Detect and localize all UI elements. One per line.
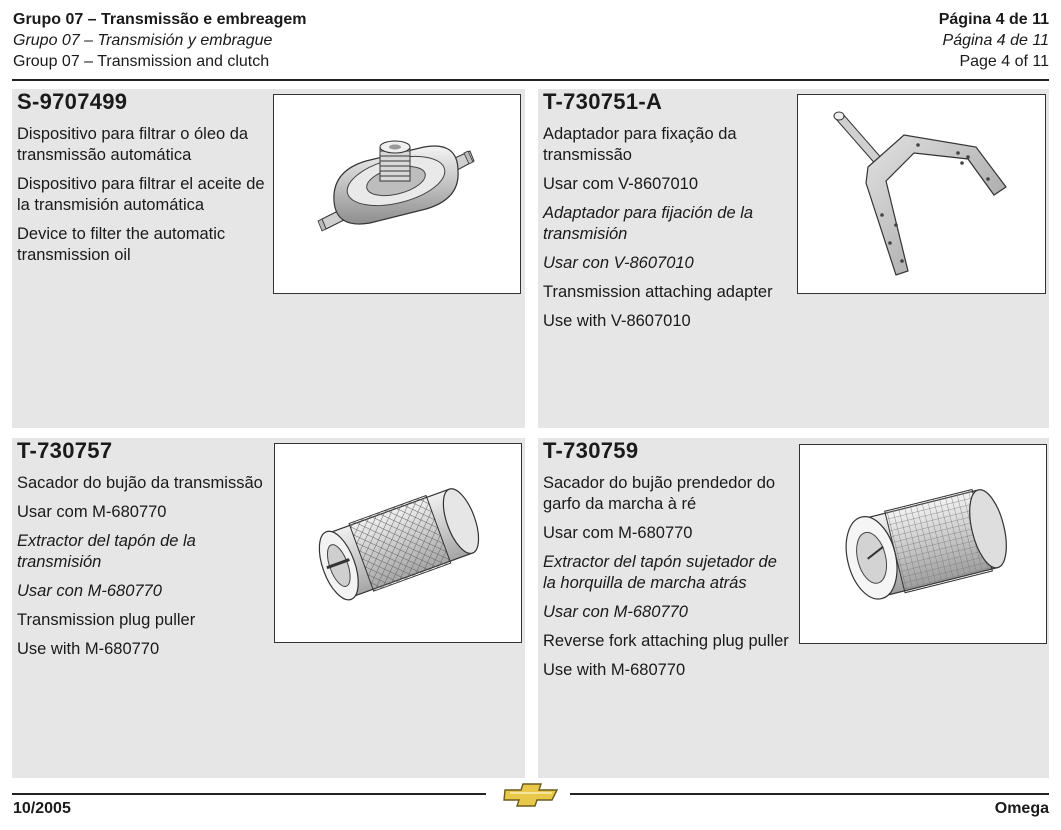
header-divider (12, 79, 1049, 81)
description-es: Adaptador para fijación de la transmisión (543, 204, 754, 243)
filter-device-illustration (273, 94, 521, 294)
usage-es: Usar con V-8607010 (543, 254, 694, 272)
usage-pt: Usar com M-680770 (543, 524, 693, 542)
tool-description (17, 473, 267, 668)
footer-divider-right (570, 793, 1049, 795)
group-title-es: Grupo 07 – Transmisión y embrague (13, 32, 273, 49)
tool-card-t730757 (12, 438, 525, 778)
tool-code: T-730757 (17, 438, 113, 463)
page-indicator (939, 9, 1049, 72)
description-pt: Sacador do bujão prendedor do garfo da marcha à ré (543, 474, 776, 513)
description-pt: Dispositivo para filtrar o óleo da transmissão automática (17, 125, 249, 164)
usage-pt: Usar com V-8607010 (543, 175, 699, 193)
tool-code: S-9707499 (17, 89, 128, 114)
usage-es: Usar con M-680770 (17, 582, 162, 600)
usage-en: Use with M-680770 (543, 661, 686, 679)
usage-es: Usar con M-680770 (543, 603, 688, 621)
page-number-en: Page 4 of 11 (959, 53, 1049, 70)
publication-date: 10/2005 (13, 800, 71, 817)
usage-en: Use with V-8607010 (543, 312, 691, 330)
usage-pt: Usar com M-680770 (17, 503, 167, 521)
description-es: Extractor del tapón de la transmisión (17, 532, 196, 571)
tool-code: T-730759 (543, 438, 639, 463)
page-number-pt: Página 4 de 11 (938, 11, 1049, 28)
tool-card-t730759 (538, 438, 1049, 778)
plug-puller-illustration (274, 443, 522, 643)
description-pt: Adaptador para fixação da transmissão (543, 125, 737, 164)
tool-card-t730751a (538, 89, 1049, 428)
description-es: Extractor del tapón sujetador de la horquilla de marcha atrás (543, 553, 777, 592)
document-header (13, 9, 306, 72)
description-en: Transmission attaching adapter (543, 283, 773, 301)
description-en: Reverse fork attaching plug puller (543, 632, 789, 650)
bowtie-logo-icon (502, 781, 560, 807)
usage-en: Use with M-680770 (17, 640, 160, 658)
tool-code: T-730751-A (543, 89, 663, 114)
group-title-en: Group 07 – Transmission and clutch (13, 53, 270, 70)
tool-description (17, 124, 267, 274)
description-en: Transmission plug puller (17, 611, 196, 629)
tool-description (543, 124, 793, 340)
footer-divider-left (12, 793, 486, 795)
page-number-es: Página 4 de 11 (942, 32, 1049, 49)
attaching-adapter-illustration (797, 94, 1046, 294)
tool-description (543, 473, 793, 689)
group-title-pt: Grupo 07 – Transmissão e embreagem (13, 11, 307, 28)
tool-card-s9707499 (12, 89, 525, 428)
vehicle-model: Omega (994, 800, 1049, 817)
description-pt: Sacador do bujão da transmissão (17, 474, 263, 492)
reverse-fork-plug-puller-illustration (799, 444, 1047, 644)
description-es: Dispositivo para filtrar el aceite de la transmisión automática (17, 175, 265, 214)
description-en: Device to filter the automatic transmission oil (17, 225, 226, 264)
